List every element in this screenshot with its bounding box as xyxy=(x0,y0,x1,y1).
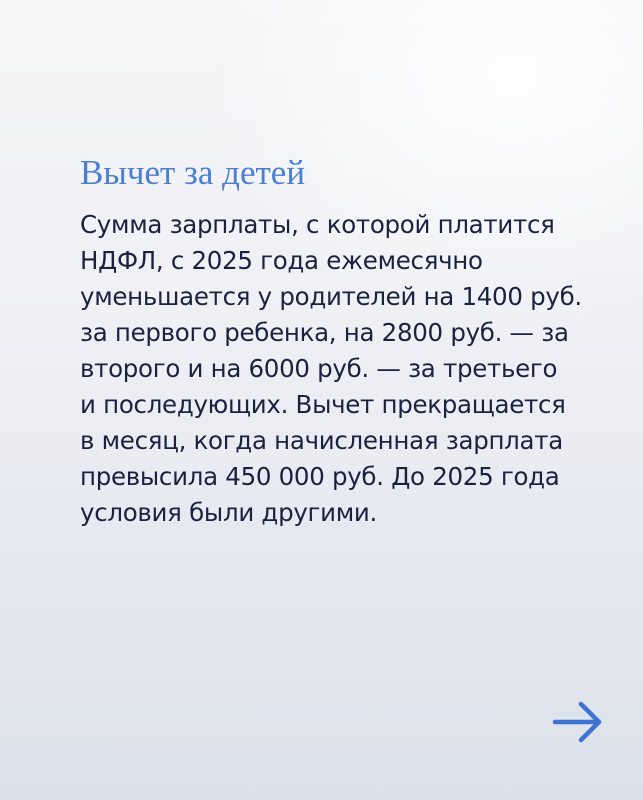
body-line: превысила 450 000 руб. До 2025 года xyxy=(80,462,560,491)
body-line: НДФЛ, с 2025 года ежемесячно xyxy=(80,246,483,275)
body-line: в месяц, когда начисленная зарплата xyxy=(80,426,563,455)
arrow-right-icon xyxy=(552,698,604,746)
body-line: уменьшается у родителей на 1400 руб. xyxy=(80,282,582,311)
next-slide-button[interactable] xyxy=(552,698,604,746)
body-line: и последующих. Вычет прекращается xyxy=(80,390,566,419)
body-line: второго и на 6000 руб. — за третьего xyxy=(80,354,558,383)
slide-body-text xyxy=(80,207,580,531)
body-line: условия были другими. xyxy=(80,498,378,527)
body-line: Сумма зарплаты, с которой платится xyxy=(80,210,555,239)
slide-title: Вычет за детей xyxy=(80,153,306,192)
body-line: за первого ребенка, на 2800 руб. — за xyxy=(80,318,569,347)
